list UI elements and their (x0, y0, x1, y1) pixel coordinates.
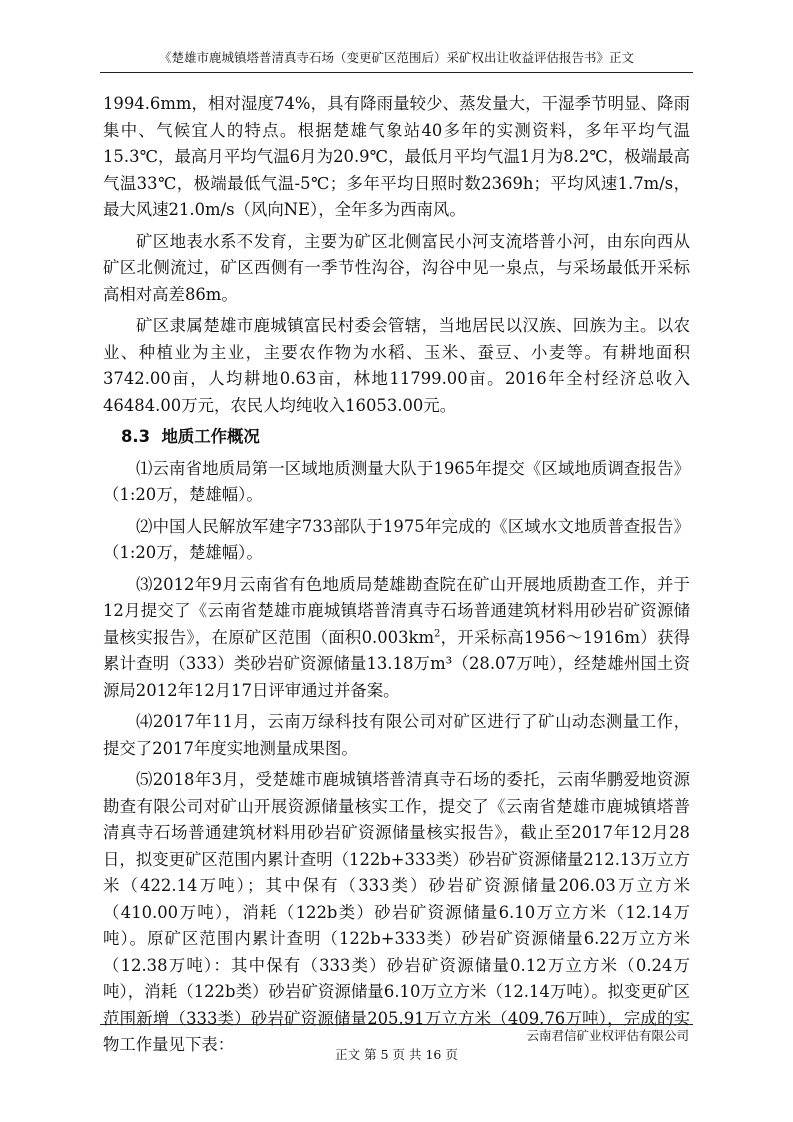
paragraph-administration: 矿区隶属楚雄市鹿城镇富民村委会管辖，当地居民以汉族、回族为主。以农业、种植业为主业，主要农作物为水稻、玉米、蚕豆、小麦等。有耕地面积3742.00亩，人均耕地0.63亩，林地11799.00亩。2016年全村经济总收入46484.00万元，农民人均纯收入16053.00元。 (103, 316, 690, 415)
list-item-2: ⑵中国人民解放军建字733部队于1975年完成的《区域水文地质普查报告》（1:20万，楚雄幅）。 (103, 516, 690, 562)
list-item-4: ⑷2017年11月，云南万绿科技有限公司对矿区进行了矿山动态测量工作，提交了2017年度实地测量成果图。 (103, 712, 690, 758)
body-text (103, 91, 690, 1064)
list-item-1: ⑴云南省地质局第一区域地质测量大队于1965年提交《区域地质调查报告》（1:20万，楚雄幅）。 (103, 458, 690, 504)
footer-rule (100, 1024, 693, 1025)
header-rule (100, 72, 693, 73)
area-unit-superscript: 2 (434, 628, 441, 640)
section-number: 8.3 (121, 427, 151, 446)
footer-company: 云南君信矿业权评估有限公司 (526, 1028, 689, 1043)
list-item-3 (103, 572, 690, 705)
list-item-5: ⑸2018年3月，受楚雄市鹿城镇塔普清真寺石场的委托，云南华鹏爱地资源勘查有限公司对矿山开展资源储量核实工作，提交了《云南省楚雄市鹿城镇塔普清真寺石场普通建筑材料用砂岩矿资源储量核实报告》，截止至2017年12月28日，拟变更矿区范围内累计查明（122b+333类）砂岩矿资源储量212.13万立方米（422.14万吨）；其中保有（333类）砂岩矿资源储量206.03万立方米（410.00万吨），消耗（122b类）砂岩矿资源储量6.10万立方米（12.14万吨）。原矿区范围内累计查明（122b+333类）砂岩矿资源储量6.22万立方米（12.38万吨）：其中保有（333类）砂岩矿资源储量0.12万立方米（0.24万吨），消耗（122b类）砂岩矿资源储量6.10万立方米（12.14万吨）。拟变更矿区范围新增（333类）砂岩矿资源储量205.91万立方米（409.76万吨），完成的实物工作量见下表： (103, 770, 690, 1054)
paragraph-climate: 1994.6mm，相对湿度74%，具有降雨量较少、蒸发量大，干湿季节明显、降雨集中、气候宜人的特点。根据楚雄气象站40多年的实测资料，多年平均气温15.3℃，最高月平均气温6月为20.9℃，最低月平均气温1月为8.2℃，极端最高气温33℃，极端最低气温-5℃；多年平均日照时数2369h；平均风速1.7m/s，最大风速21.0m/s（风向NE），全年多为西南风。 (103, 94, 690, 219)
list-item-3-text-a: ⑶2012年9月云南省有色地质局楚雄勘查院在矿山开展地质勘查工作，并于12月提交了《云南省楚雄市鹿城镇塔普清真寺石场普通建筑材料用砂岩矿资源储量核实报告》，在原矿区范围（面积0.003km (103, 574, 690, 647)
section-title: 地质工作概况 (161, 427, 260, 446)
section-heading (103, 424, 690, 451)
list-item-3-text-b: ，开采标高1956～1916m）获得累计查明（333）类砂岩矿资源储量13.18万m³（28.07万吨），经楚雄州国土资源局2012年12月17日评审通过并备案。 (103, 627, 691, 700)
paragraph-water-system: 矿区地表水系不发育，主要为矿区北侧富民小河支流塔普小河，由东向西从矿区北侧流过，矿区西侧有一季节性沟谷，沟谷中见一泉点，与采场最低开采标高相对高差86m。 (103, 231, 690, 304)
page-number: 正文 第 5 页 共 16 页 (335, 1047, 458, 1062)
running-header: 《楚雄市鹿城镇塔普清真寺石场（变更矿区范围后）采矿权出让收益评估报告书》正文 (158, 50, 634, 65)
